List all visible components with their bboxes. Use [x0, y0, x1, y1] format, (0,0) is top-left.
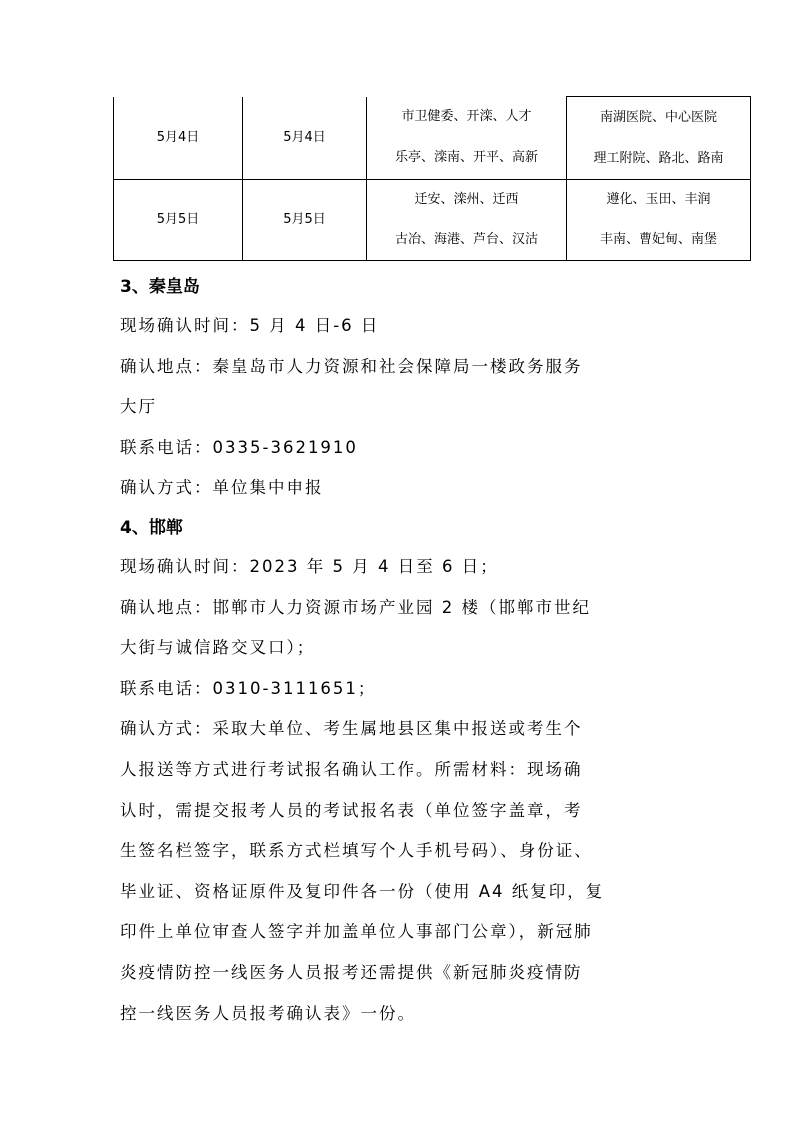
- confirm-location: 确认地点：邯郸市人力资源市场产业园 2 楼（邯郸市世纪: [120, 597, 591, 617]
- paragraph-line: 人报送等方式进行考试报名确认工作。所需材料：现场确: [120, 759, 583, 779]
- units-line: 乐亭、滦南、开平、高新: [394, 150, 538, 166]
- units-cell: [567, 180, 751, 261]
- units-cell: [367, 97, 567, 180]
- date-cell: 5月4日: [114, 97, 243, 180]
- units-line: 理工附院、路北、路南: [593, 150, 724, 166]
- confirm-time: 现场确认时间：2023 年 5 月 4 日至 6 日；: [120, 556, 499, 576]
- schedule-table: [113, 96, 751, 261]
- paragraph-line: 控一线医务人员报考确认表》一份。: [120, 1003, 416, 1023]
- confirm-time: 现场确认时间：5 月 4 日-6 日: [120, 316, 380, 335]
- paragraph-line: 生签名栏签字，联系方式栏填写个人手机号码）、身份证、: [120, 841, 593, 861]
- units-cell: [367, 180, 567, 261]
- section-heading-handan: 4、邯郸: [120, 517, 183, 538]
- units-line: 古冶、海港、芦台、汉沽: [394, 232, 538, 247]
- paragraph-line: 认时，需提交报考人员的考试报名表（单位签字盖章，考: [120, 800, 583, 820]
- units-line: 遵化、玉田、丰润: [606, 192, 711, 207]
- contact-phone: 联系电话：0335-3621910: [120, 437, 358, 457]
- contact-phone: 联系电话：0310-3111651；: [120, 678, 377, 698]
- confirm-location: 确认地点：秦皇岛市人力资源和社会保障局一楼政务服务: [120, 356, 583, 376]
- units-line: 丰南、曹妃甸、南堡: [599, 232, 717, 247]
- confirm-location-cont: 大街与诚信路交叉口）；: [120, 638, 316, 658]
- paragraph-line: 印件上单位审查人签字并加盖单位人事部门公章），新冠肺: [120, 922, 593, 942]
- paragraph-line: 毕业证、资格证原件及复印件各一份（使用 A4 纸复印，复: [120, 881, 605, 901]
- confirm-method: 确认方式：采取大单位、考生属地县区集中报送或考生个: [120, 719, 583, 739]
- units-cell: [567, 97, 751, 180]
- body-text: [120, 268, 680, 1034]
- date-cell: 5月4日: [243, 97, 367, 180]
- units-line: 市卫健委、开滦、人才: [401, 109, 532, 125]
- date-cell: 5月5日: [114, 180, 243, 261]
- paragraph-line: 炎疫情防控一线医务人员报考还需提供《新冠肺炎疫情防: [120, 962, 583, 982]
- confirm-method: 确认方式：单位集中申报: [120, 478, 324, 498]
- table-row: [114, 180, 751, 261]
- table-row: [114, 97, 751, 180]
- date-cell: 5月5日: [243, 180, 367, 261]
- section-heading-qinhuangdao: 3、秦皇岛: [120, 277, 200, 297]
- units-line: 南湖医院、中心医院: [599, 109, 717, 125]
- units-line: 迁安、滦州、迁西: [414, 192, 519, 207]
- confirm-location-cont: 大厅: [120, 397, 157, 417]
